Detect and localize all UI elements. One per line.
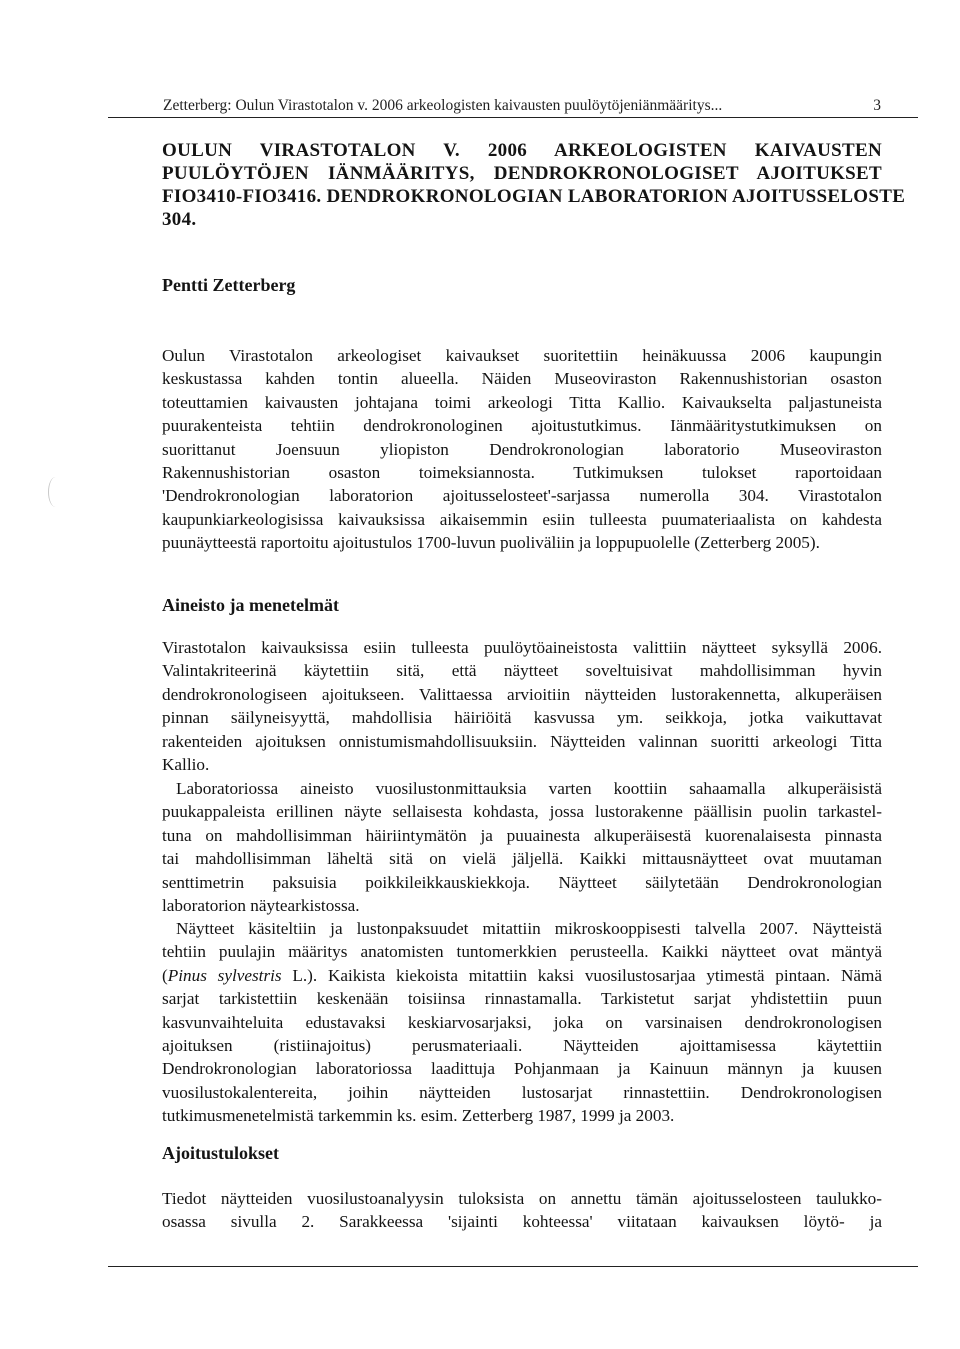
text-line: keskustassa kahden tontin alueella. Näiden Museoviraston Rakennushistorian osaston	[162, 369, 882, 389]
intro-paragraph	[162, 344, 882, 555]
text-line: puunäytteestä raportoitu ajoitustulos 1700-luvun puoliväliin ja loppupuolelle (Zetterberg 2005).	[162, 533, 820, 553]
text-line: kasvunvaihteluita edustavaksi keskiarvosarjaksi, joka on varsinaisen dendrokronologisen	[162, 1012, 882, 1032]
text-line: senttimetrin paksuisia poikkileikkauskiekkoja. Näytteet säilytetään Dendrokronologian	[162, 872, 882, 892]
footer-rule	[108, 1266, 918, 1267]
text-line: tehtiin puulajin määritys anatomisten tuntomerkkien perusteella. Kaikki näytteet ovat mäntyä	[162, 942, 882, 962]
header-rule	[108, 117, 918, 118]
text-line: osassa sivulla 2. Sarakkeessa 'sijainti kohteessa' viitataan kaivauksen löytö- ja	[162, 1212, 882, 1232]
text-line: laboratorion näytearkistossa.	[162, 895, 360, 915]
text-line: toteuttamien kaivausten johtajana toimi arkeologi Titta Kallio. Kaivaukselta paljastuneista	[162, 392, 882, 412]
running-header-text: Zetterberg: Oulun Virastotalon v. 2006 arkeologisten kaivausten puulöytöjeniänmääritys...	[163, 97, 723, 114]
title-line: 304.	[162, 209, 197, 230]
text-line: Oulun Virastotalon arkeologiset kaivaukset suoritettiin heinäkuussa 2006 kaupungin	[162, 346, 882, 365]
text-line: kaupunkiarkeologisissa kaivauksissa aikaisemmin esiin tulleesta puumateriaalista on kahdesta	[162, 509, 882, 529]
text-line: vuosilustokalentereita, joihin näytteiden lustosarjat rinnastettiin. Dendrokronologisen	[162, 1082, 882, 1102]
text-line: dendrokronologiseen ajoitukseen. Valittaessa arvioitiin näytteiden lustorakennetta, alkuperäisen	[162, 684, 882, 704]
text-line: Rakennushistorian osaston toimeksiannosta. Tutkimuksen tulokset raportoidaan	[162, 462, 882, 482]
text-line: pinnan säilyneisyyttä, mahdollisia häiriöitä kasvussa ym. seikkoja, jotka vaikuttavat	[162, 708, 882, 728]
text-line: tutkimusmenetelmistä tarkemmin ks. esim. Zetterberg 1987, 1999 ja 2003.	[162, 1106, 675, 1126]
heading-methods: Aineisto ja menetelmät	[162, 595, 339, 615]
text-line: 'Dendrokronologian laboratorion ajoitusselosteet'-sarjassa numerolla 304. Virastotalon	[162, 486, 882, 506]
text-line: ajoituksen (ristiinajoitus) perusmateriaali. Näytteiden ajoittamisessa käytettiin	[162, 1035, 882, 1055]
document-title	[162, 139, 906, 231]
text-line: Tiedot näytteiden vuosilustoanalyysin tuloksista on annettu tämän ajoitusselosteen taulukko-	[162, 1189, 882, 1208]
text-line: Näytteet käsiteltiin ja lustonpaksuudet mitattiin mikroskooppisesti talvella 2007. Näytteistä	[176, 919, 882, 938]
text-line: sarjat tarkistettiin keskenään toisiinsa rinnastamalla. Tarkistetut sarjat yhdistettiin puun	[162, 989, 882, 1009]
species-name: Pinus sylvestris	[167, 965, 282, 985]
page-number: 3	[873, 97, 881, 114]
methods-paragraph-1	[162, 636, 882, 776]
text-line: Valintakriteerinä käytettiin sitä, että näytteet soveltuisivat mahdollisimman hyvin	[162, 661, 882, 681]
text-line: Kallio.	[162, 754, 210, 774]
title-line: FIO3410-FIO3416. DENDROKRONOLOGIAN LABORATORION AJOITUSSELOSTE	[162, 186, 906, 207]
text-line: suorittanut Joensuun yliopiston Dendrokronologian laboratorio Museoviraston	[162, 439, 882, 459]
text-line: Laboratoriossa aineisto vuosilustonmittauksia varten koottiin sahaamalla alkuperäisistä	[176, 779, 882, 798]
methods-paragraph-3	[162, 917, 882, 1128]
text-line: Dendrokronologian laboratoriossa laadittuja Pohjanmaan ja Kainuun männyn ja kuusen	[162, 1059, 882, 1079]
running-header	[163, 97, 881, 115]
text-line: Virastotalon kaivauksissa esiin tulleesta puulöytöaineistosta valittiin näytteet syksyllä 2006.	[162, 638, 882, 657]
methods-paragraph-2	[162, 777, 882, 917]
text-line: puurakenteista tehtiin dendrokronologinen ajoitustutkimus. Iänmääritystutkimuksen on	[162, 416, 882, 436]
text-line: rakenteiden ajoituksen onnistumismahdollisuuksiin. Näytteiden valinnan suoritti arkeologi Titta	[162, 731, 882, 751]
text-line: tai mahdollisimman läheltä sitä on vielä jäljellä. Kaikki mittausnäytteet ovat muutaman	[162, 849, 882, 869]
text-line: puukappaleista erillinen näyte sellaisesta kohdasta, jossa lustorakenne päällisin puolin tarkastel-	[162, 802, 882, 822]
title-line: PUULÖYTÖJEN IÄNMÄÄRITYS, DENDROKRONOLOGISET AJOITUKSET	[162, 163, 882, 184]
results-paragraph-1	[162, 1187, 882, 1234]
text-line: tuna on mahdollisimman häiriintymätön ja puuainesta alkuperäisestä kuorenalaisesta pinnasta	[162, 825, 882, 845]
title-line: OULUN VIRASTOTALON V. 2006 ARKEOLOGISTEN KAIVAUSTEN	[162, 140, 882, 161]
heading-results: Ajoitustulokset	[162, 1143, 280, 1163]
margin-mark	[48, 477, 63, 507]
text-line: (Pinus sylvestris L.). Kaikista kiekoista mitattiin kaksi vuosilustosarjaa ytimestä pintaan. Nämä	[162, 965, 882, 985]
author-name: Pentti Zetterberg	[162, 275, 296, 295]
